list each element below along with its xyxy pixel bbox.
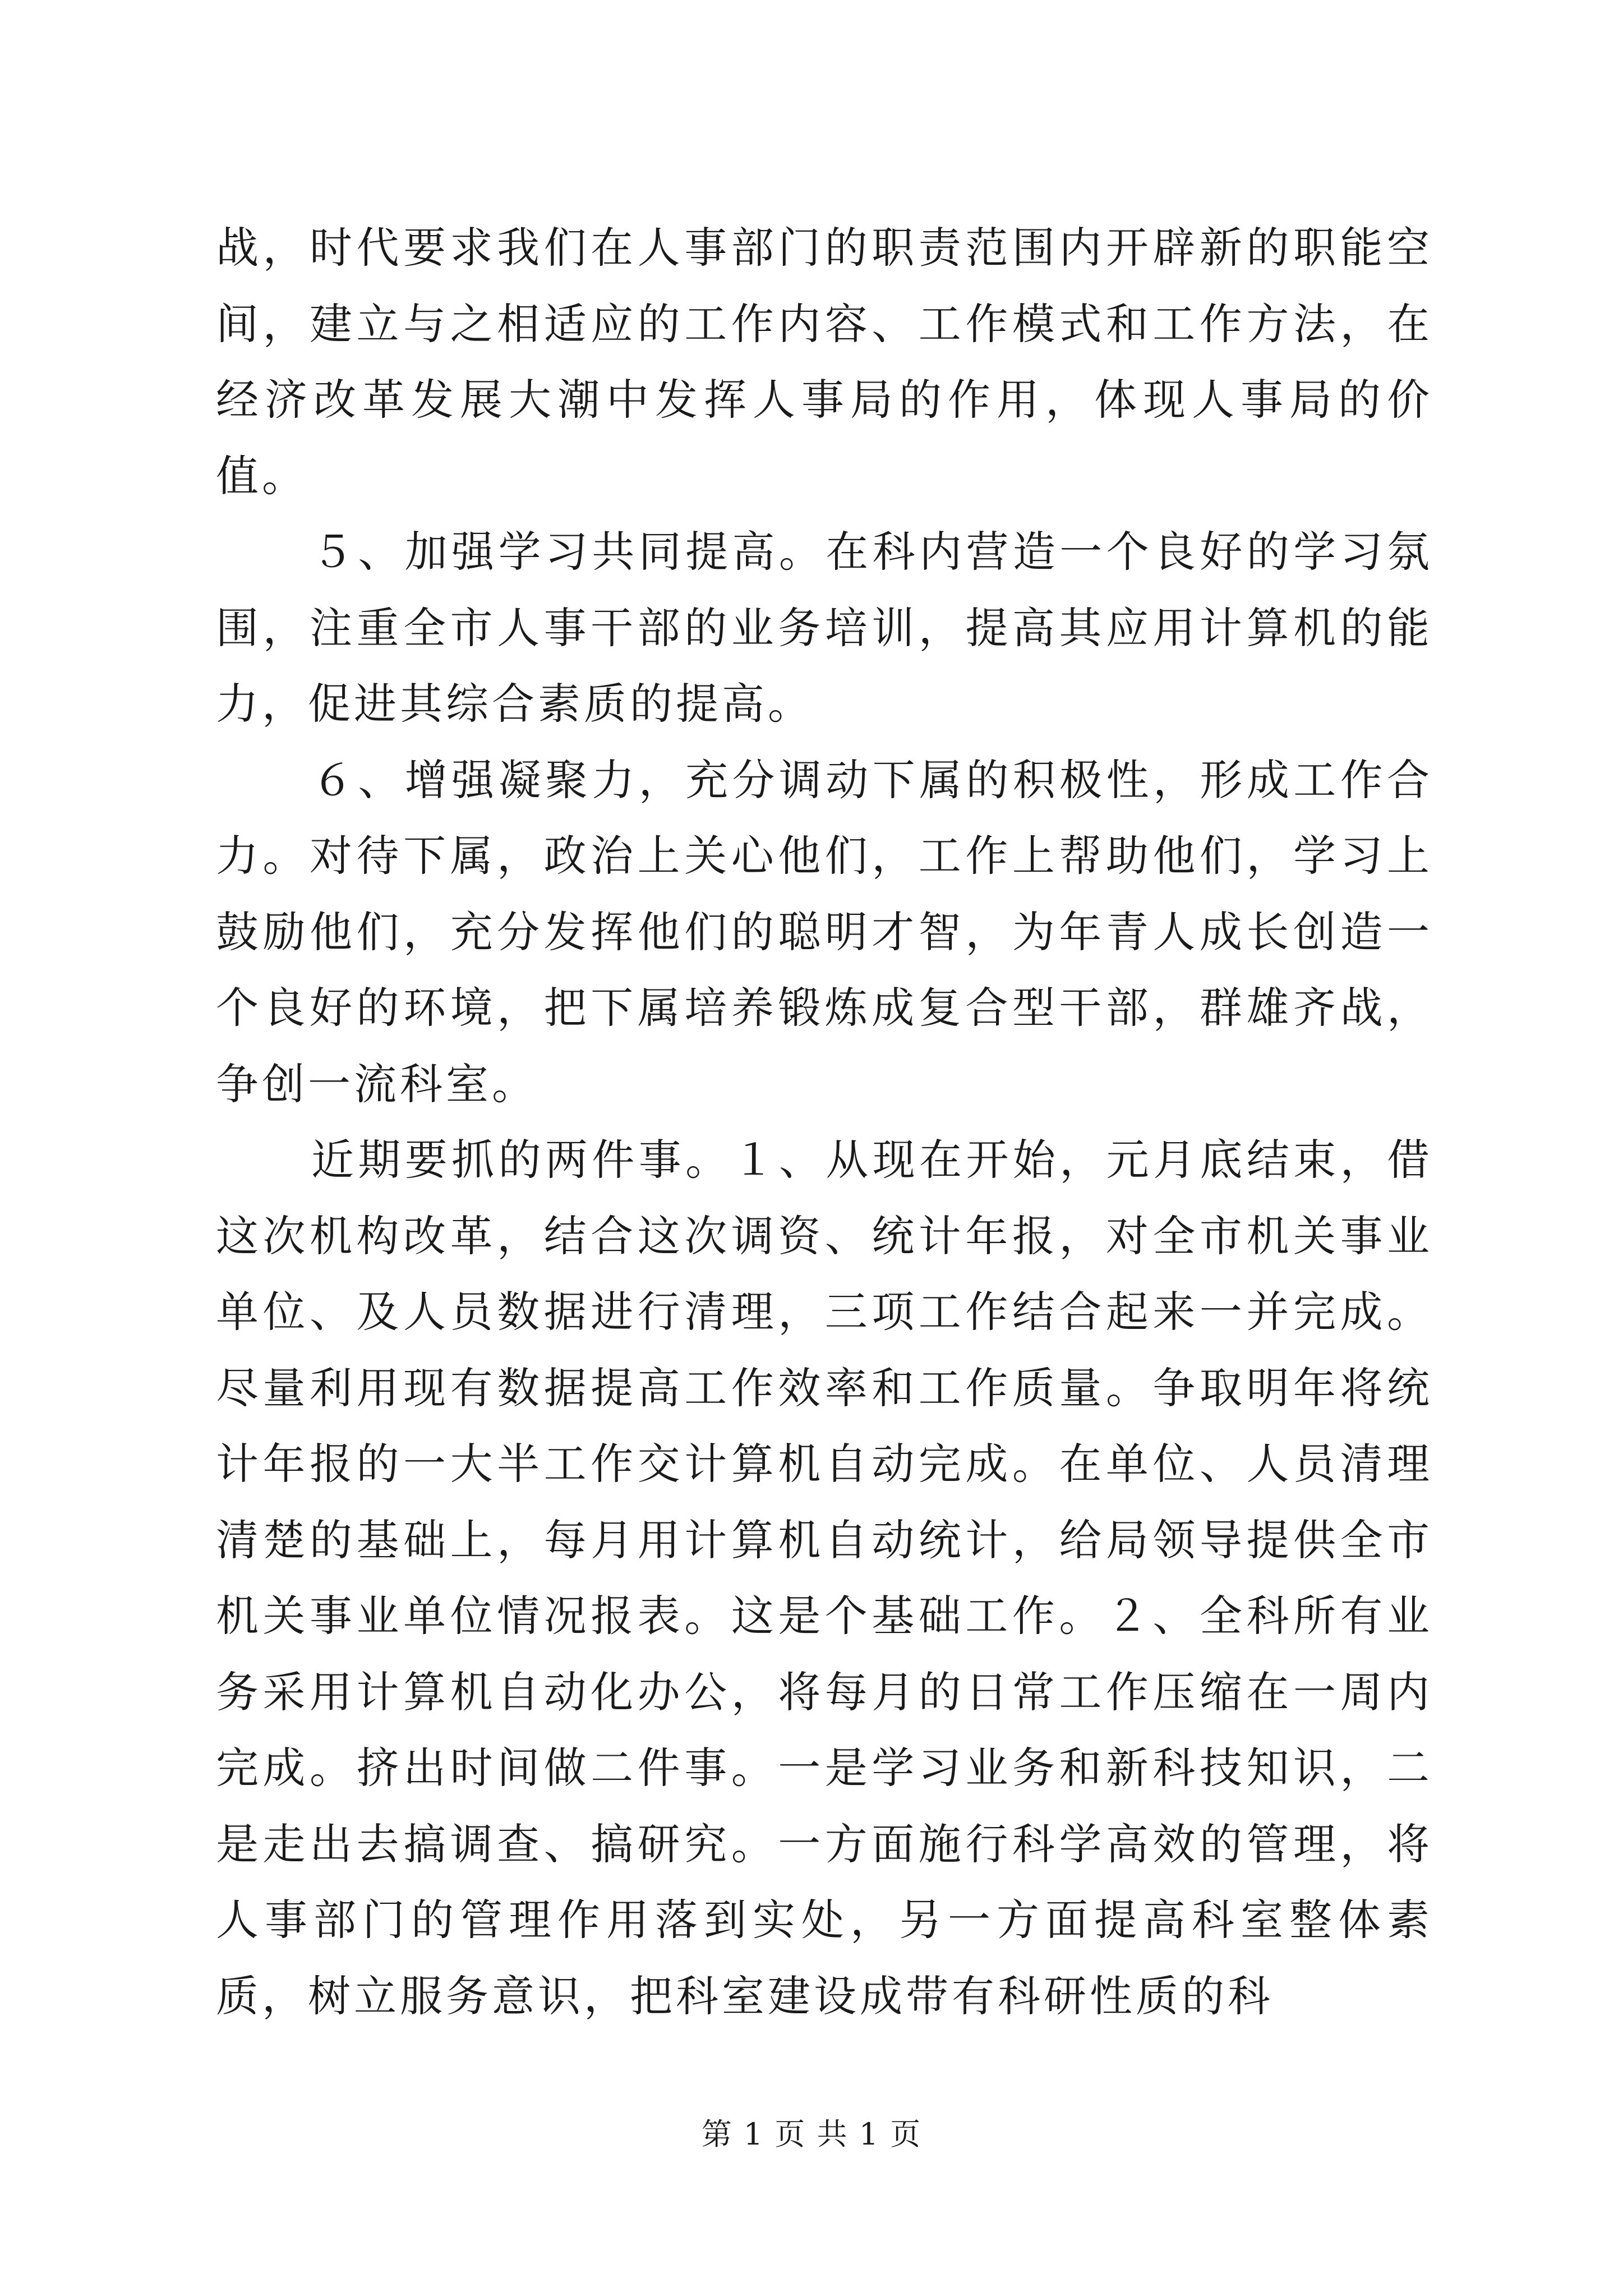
document-body xyxy=(216,210,1433,2034)
page-footer: 第 1 页 共 1 页 xyxy=(701,2116,922,2152)
paragraph-item-5: ５、加强学习共同提高。在科内营造一个良好的学习氛围，注重全市人事干部的业务培训，提高其应用计算机的能力，促进其综合素质的提高。 xyxy=(216,527,1433,729)
paragraph-continuation: 战，时代要求我们在人事部门的职责范围内开辟新的职能空间，建立与之相适应的工作内容、工作模式和工作方法，在经济改革发展大潮中发挥人事局的作用，体现人事局的价值。 xyxy=(216,223,1433,501)
paragraph-item-6: ６、增强凝聚力，充分调动下属的积极性，形成工作合力。对待下属，政治上关心他们，工作上帮助他们，学习上鼓励他们，充分发挥他们的聪明才智，为年青人成长创造一个良好的环境，把下属培养锻炼成复合型干部，群雄齐战，争创一流科室。 xyxy=(216,754,1433,1109)
paragraph-recent-tasks: 近期要抓的两件事。１、从现在开始，元月底结束，借这次机构改革，结合这次调资、统计年报，对全市机关事业单位、及人员数据进行清理，三项工作结合起来一并完成。尽量利用现有数据提高工作效率和工作质量。争取明年将统计年报的一大半工作交计算机自动完成。在单位、人员清理清楚的基础上，每月用计算机自动统计，给局领导提供全市机关事业单位情况报表。这是个基础工作。２、全科所有业务采用计算机自动化办公，将每月的日常工作压缩在一周内完成。挤出时间做二件事。一是学习业务和新科技知识，二是走出去搞调查、搞研究。一方面施行科学高效的管理，将人事部门的管理作用落到实处，另一方面提高科室整体素质，树立服务意识，把科室建设成带有科研性质的科 xyxy=(216,1135,1433,2021)
